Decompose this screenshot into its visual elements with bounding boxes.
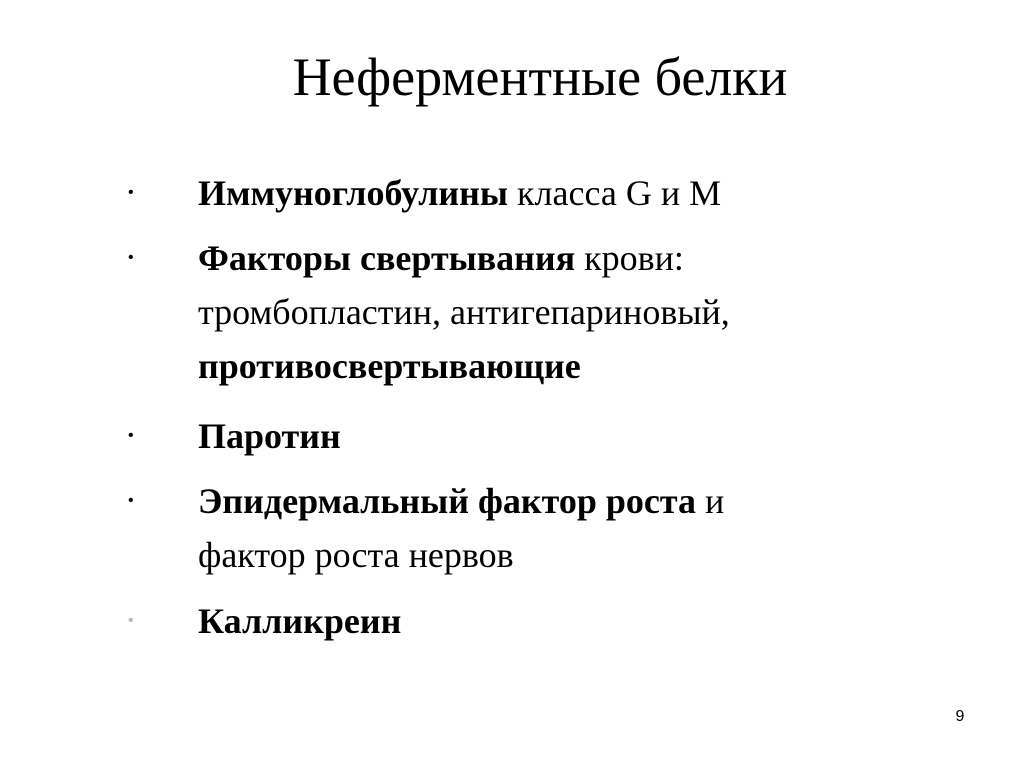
item-line [198,231,958,285]
item-line: тромбопластин, антигепариновый, [198,292,730,332]
bullet-icon: • [128,249,134,266]
slide-title: Неферментные белки [292,47,788,107]
item-line [198,166,958,220]
bullet-icon: • [128,492,134,509]
bullet-icon: • [128,612,134,629]
bullet-icon: • [128,184,134,201]
item-bold-text: Иммуноглобулины [198,173,509,213]
list-item [128,594,958,648]
item-text: и [696,481,725,521]
item-bold-text: Эпидермальный фактор роста [198,481,696,521]
item-line: фактор роста нервов [198,535,514,575]
item-bold-text: Факторы свертывания [198,238,576,278]
item-bold-line: противосвертывающие [198,346,581,386]
page-number: 9 [955,708,965,725]
list-item [128,166,958,220]
list-item [128,474,958,582]
item-bold-text: Паротин [198,416,341,456]
bullet-icon: • [128,427,134,444]
item-text: класса G и М [508,173,722,213]
list-item [128,231,958,393]
item-line [198,474,958,528]
item-text: крови: [575,238,684,278]
list-item [128,409,958,463]
item-bold-text: Калликреин [198,601,402,641]
